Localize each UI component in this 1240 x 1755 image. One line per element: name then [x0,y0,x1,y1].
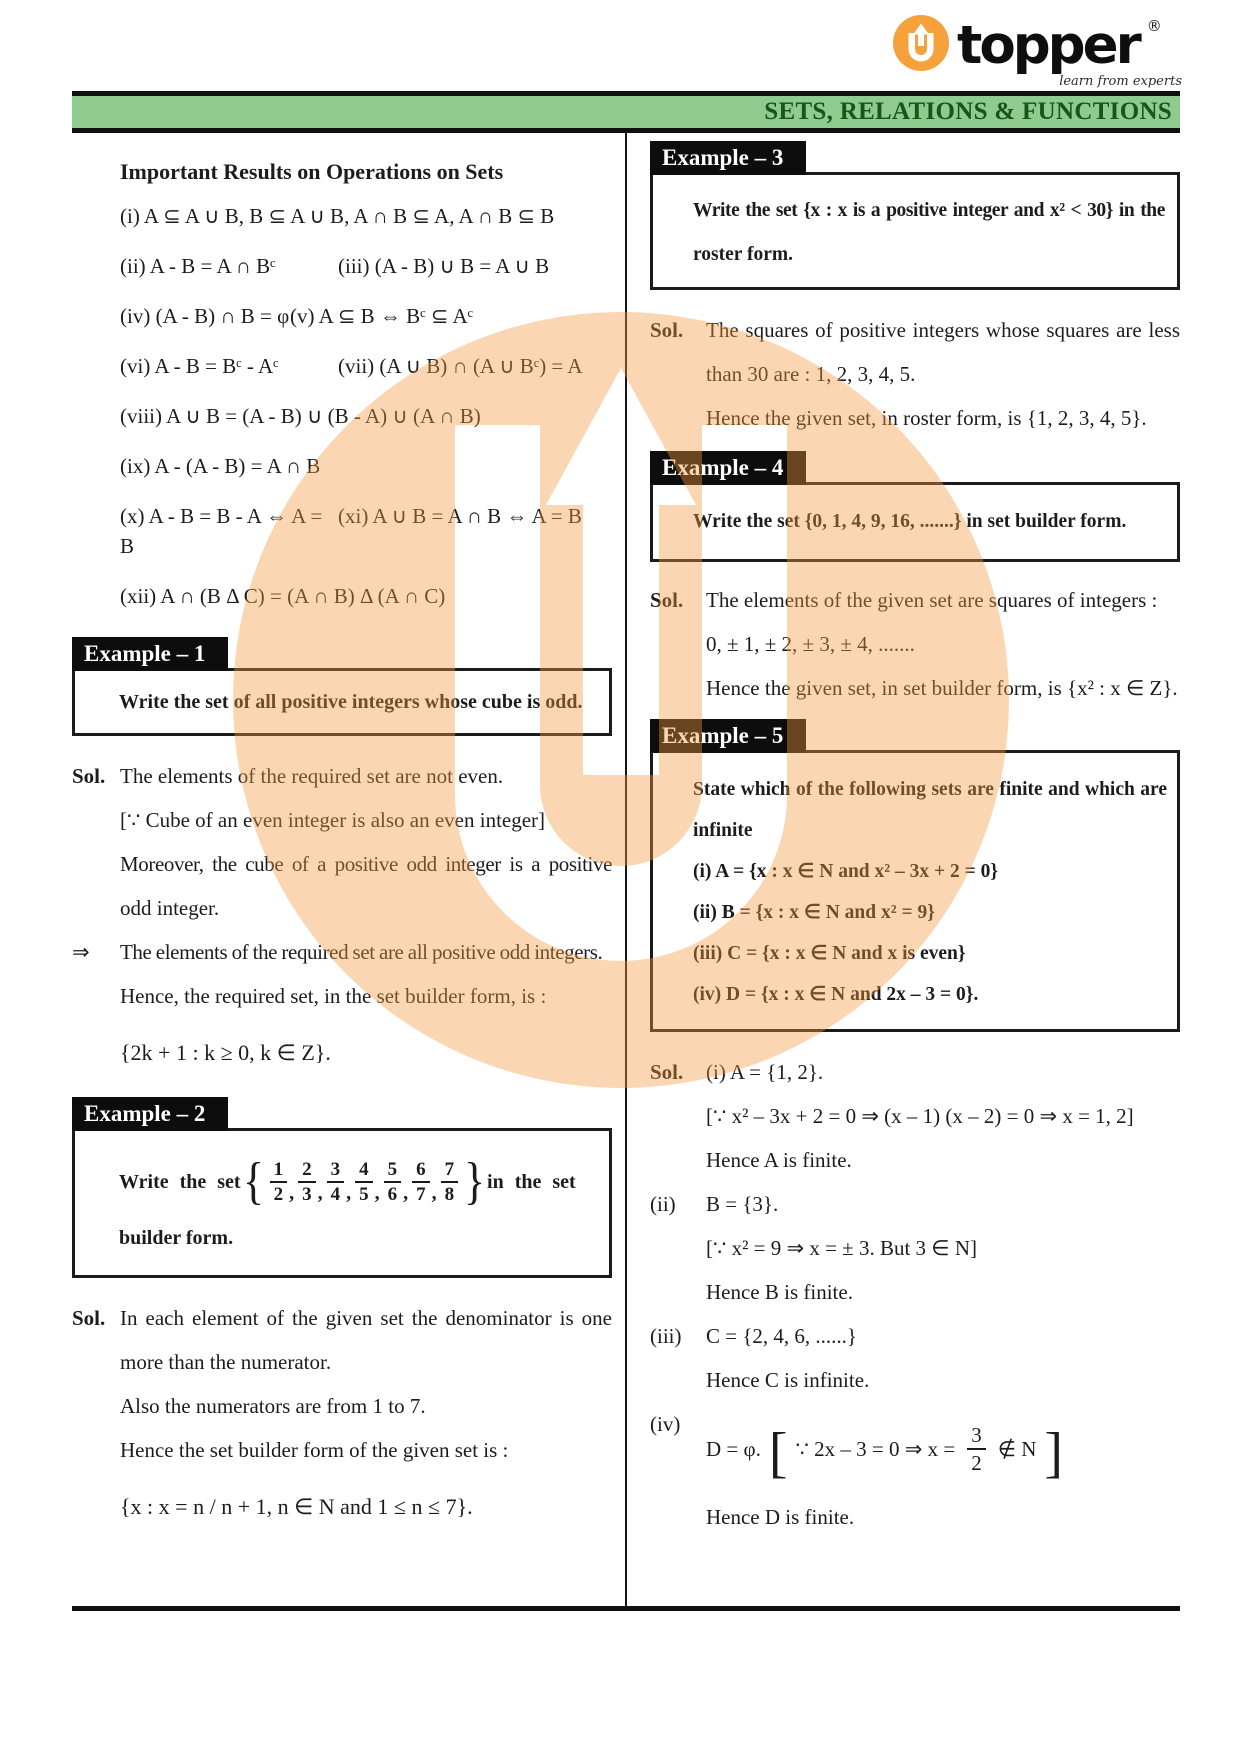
result-row [120,581,612,611]
fraction: $\frac{3}{4}$ [327,1159,345,1206]
result-item: (ii) A - B = A ∩ Bᶜ [120,254,276,278]
example1-question: Write the set of all positive integers whose cube is odd. [119,690,583,713]
example4-solution [650,586,1180,703]
sol-label: Sol. [72,1306,106,1330]
example2-question-line2: builder form. [119,1227,234,1249]
text-line: (iv) D = {x : x ∈ N and 2x – 3 = 0}. [693,984,979,1005]
question-text: in the set [487,1170,576,1193]
sol-line: Also the numerators are from 1 to 7. [120,1394,426,1418]
fraction-list [268,1159,461,1206]
result-item: (i) A ⊆ A ∪ B, B ⊆ A ∪ B, A ∩ B ⊆ A, A ∩ B ⊆ B [120,204,555,228]
chapter-banner [72,91,1180,133]
reason-text: ∵ 2x – 3 = 0 ⇒ x = [795,1436,956,1461]
result-row [120,301,612,331]
example1-solution [72,762,612,1067]
sol-label: Sol. [72,764,106,788]
sol-line: In each element of the given set the denominator is one [120,1306,612,1330]
result-item: (xi) A ∪ B = A ∩ B ⇔ A = B [338,504,582,528]
fraction: $\frac{2}{3}$ [298,1159,316,1206]
utopper-circle-arrow-icon [892,14,950,77]
page-bottom-rule [72,1606,1180,1611]
example1-question-box [72,668,612,736]
sol-line: Hence B is finite. [706,1280,853,1304]
fraction: $\frac{7}{8}$ [441,1159,459,1206]
result-row [120,351,612,381]
fraction: $\frac{4}{5}$ [355,1159,373,1206]
open-brace: { [242,1153,264,1210]
fraction: $\frac{5}{6}$ [384,1159,402,1206]
result-item: (x) A - B = B - A ⇔ A = B [120,504,323,558]
sol-line: than 30 are : 1, 2, 3, 4, 5. [706,362,916,386]
sol-line: Hence the set builder form of the given set is : [120,1438,509,1462]
sol-line: [∵ x² = 9 ⇒ x = ± 3. But 3 ∈ N] [706,1236,978,1260]
item-label: (iv) [650,1412,681,1436]
result-row [120,451,612,481]
sol-label: Sol. [650,588,684,612]
set-builder-formula: {x : x = n / n + 1, n ∈ N and 1 ≤ n ≤ 7}. [120,1494,473,1519]
result-row [120,251,612,281]
example5-tab: Example – 5 [650,719,806,753]
example5-solution [650,1058,1180,1532]
fraction-separator: , [403,1181,409,1204]
text-line: (iii) C = {x : x ∈ N and x is even} [693,943,966,964]
example4-question-box [650,482,1180,562]
sol-line: [∵ Cube of an even integer is also an even integer] [120,808,546,832]
page-content [0,133,1240,1613]
result-item: (xii) A ∩ (B Δ C) = (A ∩ B) Δ (A ∩ C) [120,584,446,608]
example3-question-line2: roster form. [693,244,793,265]
implies-symbol: ⇒ [72,940,90,964]
result-item: (ix) A - (A - B) = A ∩ B [120,454,321,478]
fraction: $\frac{6}{7}$ [412,1159,430,1206]
sol-label: Sol. [650,1060,684,1084]
registered-mark: ® [1146,16,1162,35]
sol-line: The squares of positive integers whose squares are less [706,318,1180,342]
close-brace: } [463,1153,486,1210]
item-label: (ii) [650,1192,676,1216]
chapter-title: SETS, RELATIONS & FUNCTIONS [764,98,1172,125]
result-item: (vi) A - B = Bᶜ - Aᶜ [120,354,279,378]
fraction-separator: , [289,1181,295,1204]
example5-question-box [650,750,1180,1032]
brand-wordmark: topper [957,15,1139,76]
result-item: (vii) (A ∪ B) ∩ (A ∪ Bᶜ) = A [338,354,583,378]
sol-label: Sol. [650,318,684,342]
example5-question-line2: infinite [693,820,753,841]
results-list [120,201,612,611]
sol-line: C = {2, 4, 6, ......} [706,1324,858,1348]
text-line: (i) A = {x : x ∈ N and x² – 3x + 2 = 0} [693,861,999,882]
example3-solution [650,316,1180,433]
example2-tab: Example – 2 [72,1097,228,1131]
sol-line: Hence C is infinite. [706,1368,870,1392]
brand-tagline: learn from experts [1059,74,1182,89]
result-row [120,501,612,561]
sol-line: B = {3}. [706,1192,779,1216]
d-value: D = φ. [706,1436,761,1461]
sol-line: The elements of the given set are squares of integers : [706,588,1158,612]
sol-line: The elements of the required set are not even. [120,764,504,788]
fraction-separator: , [374,1181,380,1204]
left-column [72,133,612,1521]
example4-tab: Example – 4 [650,451,806,485]
fraction-separator: , [317,1181,323,1204]
sol-line: odd integer. [120,896,220,920]
fraction-separator: , [346,1181,352,1204]
fraction [965,1423,988,1474]
fraction-separator: , [431,1181,437,1204]
text-line: (ii) B = {x : x ∈ N and x² = 9} [693,902,935,923]
sol-line: more than the numerator. [120,1350,332,1374]
result-item: (iv) (A - B) ∩ B = φ [120,304,290,328]
sol-line: [∵ x² – 3x + 2 = 0 ⇒ (x – 1) (x – 2) = 0 ⇒ x = 1, 2] [706,1104,1134,1128]
example5-question-line1: State which of the following sets are finite and which are [693,779,1167,800]
sol-line: The elements of the required set are all positive odd integers. [120,940,603,964]
example2-solution [72,1304,612,1521]
result-item: (viii) A ∪ B = (A - B) ∪ (B - A) ∪ (A ∩ B) [120,404,481,428]
result-item: (iii) (A - B) ∪ B = A ∪ B [338,254,550,278]
example1-tab: Example – 1 [72,637,228,671]
utopper-logo [892,14,1192,89]
example2-question-box [72,1128,612,1278]
question-text: Write the set [119,1170,241,1193]
result-row [120,201,612,231]
sol-line: Hence A is finite. [706,1148,852,1172]
reason-text: ∉ N [997,1436,1037,1461]
sol-line: (i) A = {1, 2}. [706,1060,824,1084]
right-column [650,133,1180,1532]
set-builder-formula: {2k + 1 : k ≥ 0, k ∈ Z}. [120,1040,331,1065]
sol-line: Moreover, the cube of a positive odd integer is a positive [120,852,612,876]
example3-question-box [650,172,1180,290]
example3-tab: Example – 3 [650,141,806,175]
section-heading: Important Results on Operations on Sets [120,159,504,184]
result-item: (v) A ⊆ B ⇔ Bᶜ ⊆ Aᶜ [290,304,474,328]
item-label: (iii) [650,1324,682,1348]
example3-question-line1: Write the set {x : x is a positive integer and x² < 30} in the [693,200,1165,221]
sol-line: Hence the given set, in roster form, is {1, 2, 3, 4, 5}. [706,406,1147,430]
sol-line: Hence the given set, in set builder form, is {x² : x ∈ Z}. [706,676,1178,700]
result-row [120,401,612,431]
sol-line: Hence, the required set, in the set builder form, is : [120,984,547,1008]
sol-line: 0, ± 1, ± 2, ± 3, ± 4, ....... [706,632,915,656]
example5-items [693,851,1167,1015]
fraction: $\frac{3}{2}$ [967,1423,986,1474]
fraction: $\frac{1}{2}$ [270,1159,288,1206]
example4-question: Write the set {0, 1, 4, 9, 16, .......} in set builder form. [693,511,1127,532]
sol-line: Hence D is finite. [706,1505,855,1529]
column-divider-line [625,133,627,1606]
sol-line-with-fraction: D = φ. [ ∵ 2x – 3 = 0 ⇒ x = $\frac{3}{2}$ ∉ N ] [706,1422,1064,1484]
example2-question-line1 [119,1153,597,1210]
